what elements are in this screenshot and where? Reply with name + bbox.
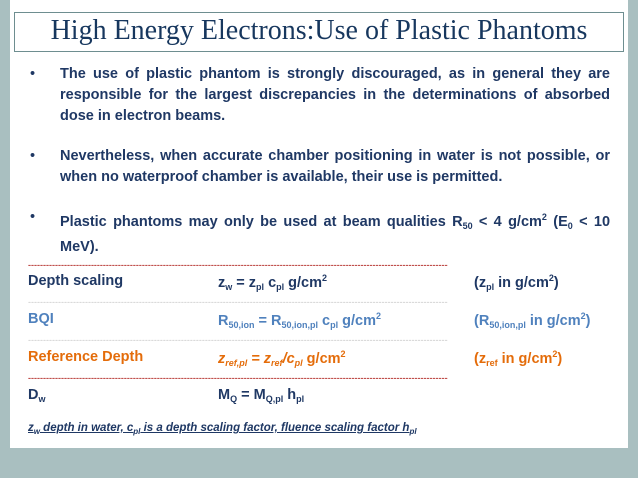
bullet-item	[30, 207, 610, 258]
bullet-list	[30, 64, 610, 258]
row-label: $D_w$	[28, 387, 46, 404]
right-decor-band	[628, 0, 638, 478]
row-reference-depth	[28, 349, 628, 369]
bullet-text: The use of plastic phantom is strongly discouraged, as in general they are responsible for the largest discrepancies in the determinations of absorbed dose in electron beams.	[60, 66, 610, 124]
row-formula: $z_{ref,pl} = z_{ref}/c_{pl}$ $g/cm^2$	[218, 349, 346, 368]
bullet-marker: •	[30, 209, 36, 225]
left-decor-band	[0, 0, 10, 478]
row-label: BQI	[28, 311, 54, 327]
row-unit-note: ($R_{50,ion,pl}$ in $g/cm^2$)	[474, 311, 591, 330]
row-unit-note: ($z_{ref}$ in $g/cm^2$)	[474, 349, 563, 368]
bottom-decor-band	[0, 448, 638, 478]
bullet-marker: •	[30, 66, 36, 82]
bullet-marker: •	[30, 148, 36, 164]
row-formula: $M_Q = M_{Q,pl}$ $h_{pl}$	[218, 387, 305, 404]
row-label: Reference Depth	[28, 349, 144, 365]
divider-line: --------------------------------------------------------------------------------------------------------------------------------------------	[28, 375, 448, 381]
slide-title: High Energy Electrons:Use of Plastic Phantoms	[50, 15, 588, 46]
row-label: Depth scaling	[28, 273, 124, 289]
bullet-text: Plastic phantoms may only be used at beam qualities $R_{50} < 4$ $g/cm^2$ ($E_0 < 10$ MeV).	[60, 212, 611, 255]
row-unit-note: ($z_{pl}$ in $g/cm^2$)	[474, 273, 559, 292]
row-formula: $z_w = z_{pl}$ $c_{pl}$ $g/cm^2$	[218, 273, 328, 292]
bullet-text: Nevertheless, when accurate chamber positioning in water is not possible, or when no waterproof chamber is available, their use is permitted.	[60, 148, 610, 185]
divider-line-light: --------------------------------------------------------------------------------------------------------------------------------------------	[28, 299, 448, 305]
bullet-item	[30, 146, 610, 188]
row-formula: $R_{50,ion} = R_{50,ion,pl}$ $c_{pl}$ $g/cm^2$	[218, 311, 381, 330]
bullet-item	[30, 64, 610, 127]
divider-line-light: --------------------------------------------------------------------------------------------------------------------------------------------	[28, 337, 448, 343]
row-bqi	[28, 311, 628, 331]
divider-line: --------------------------------------------------------------------------------------------------------------------------------------------	[28, 262, 448, 268]
footnote: $z_w$ depth in water, $c_{pl}$ is a depth scaling factor, fluence scaling factor $h_{pl}$	[28, 422, 417, 436]
title-box	[14, 12, 624, 52]
row-depth-scaling	[28, 273, 628, 293]
row-dose-water	[28, 387, 628, 407]
